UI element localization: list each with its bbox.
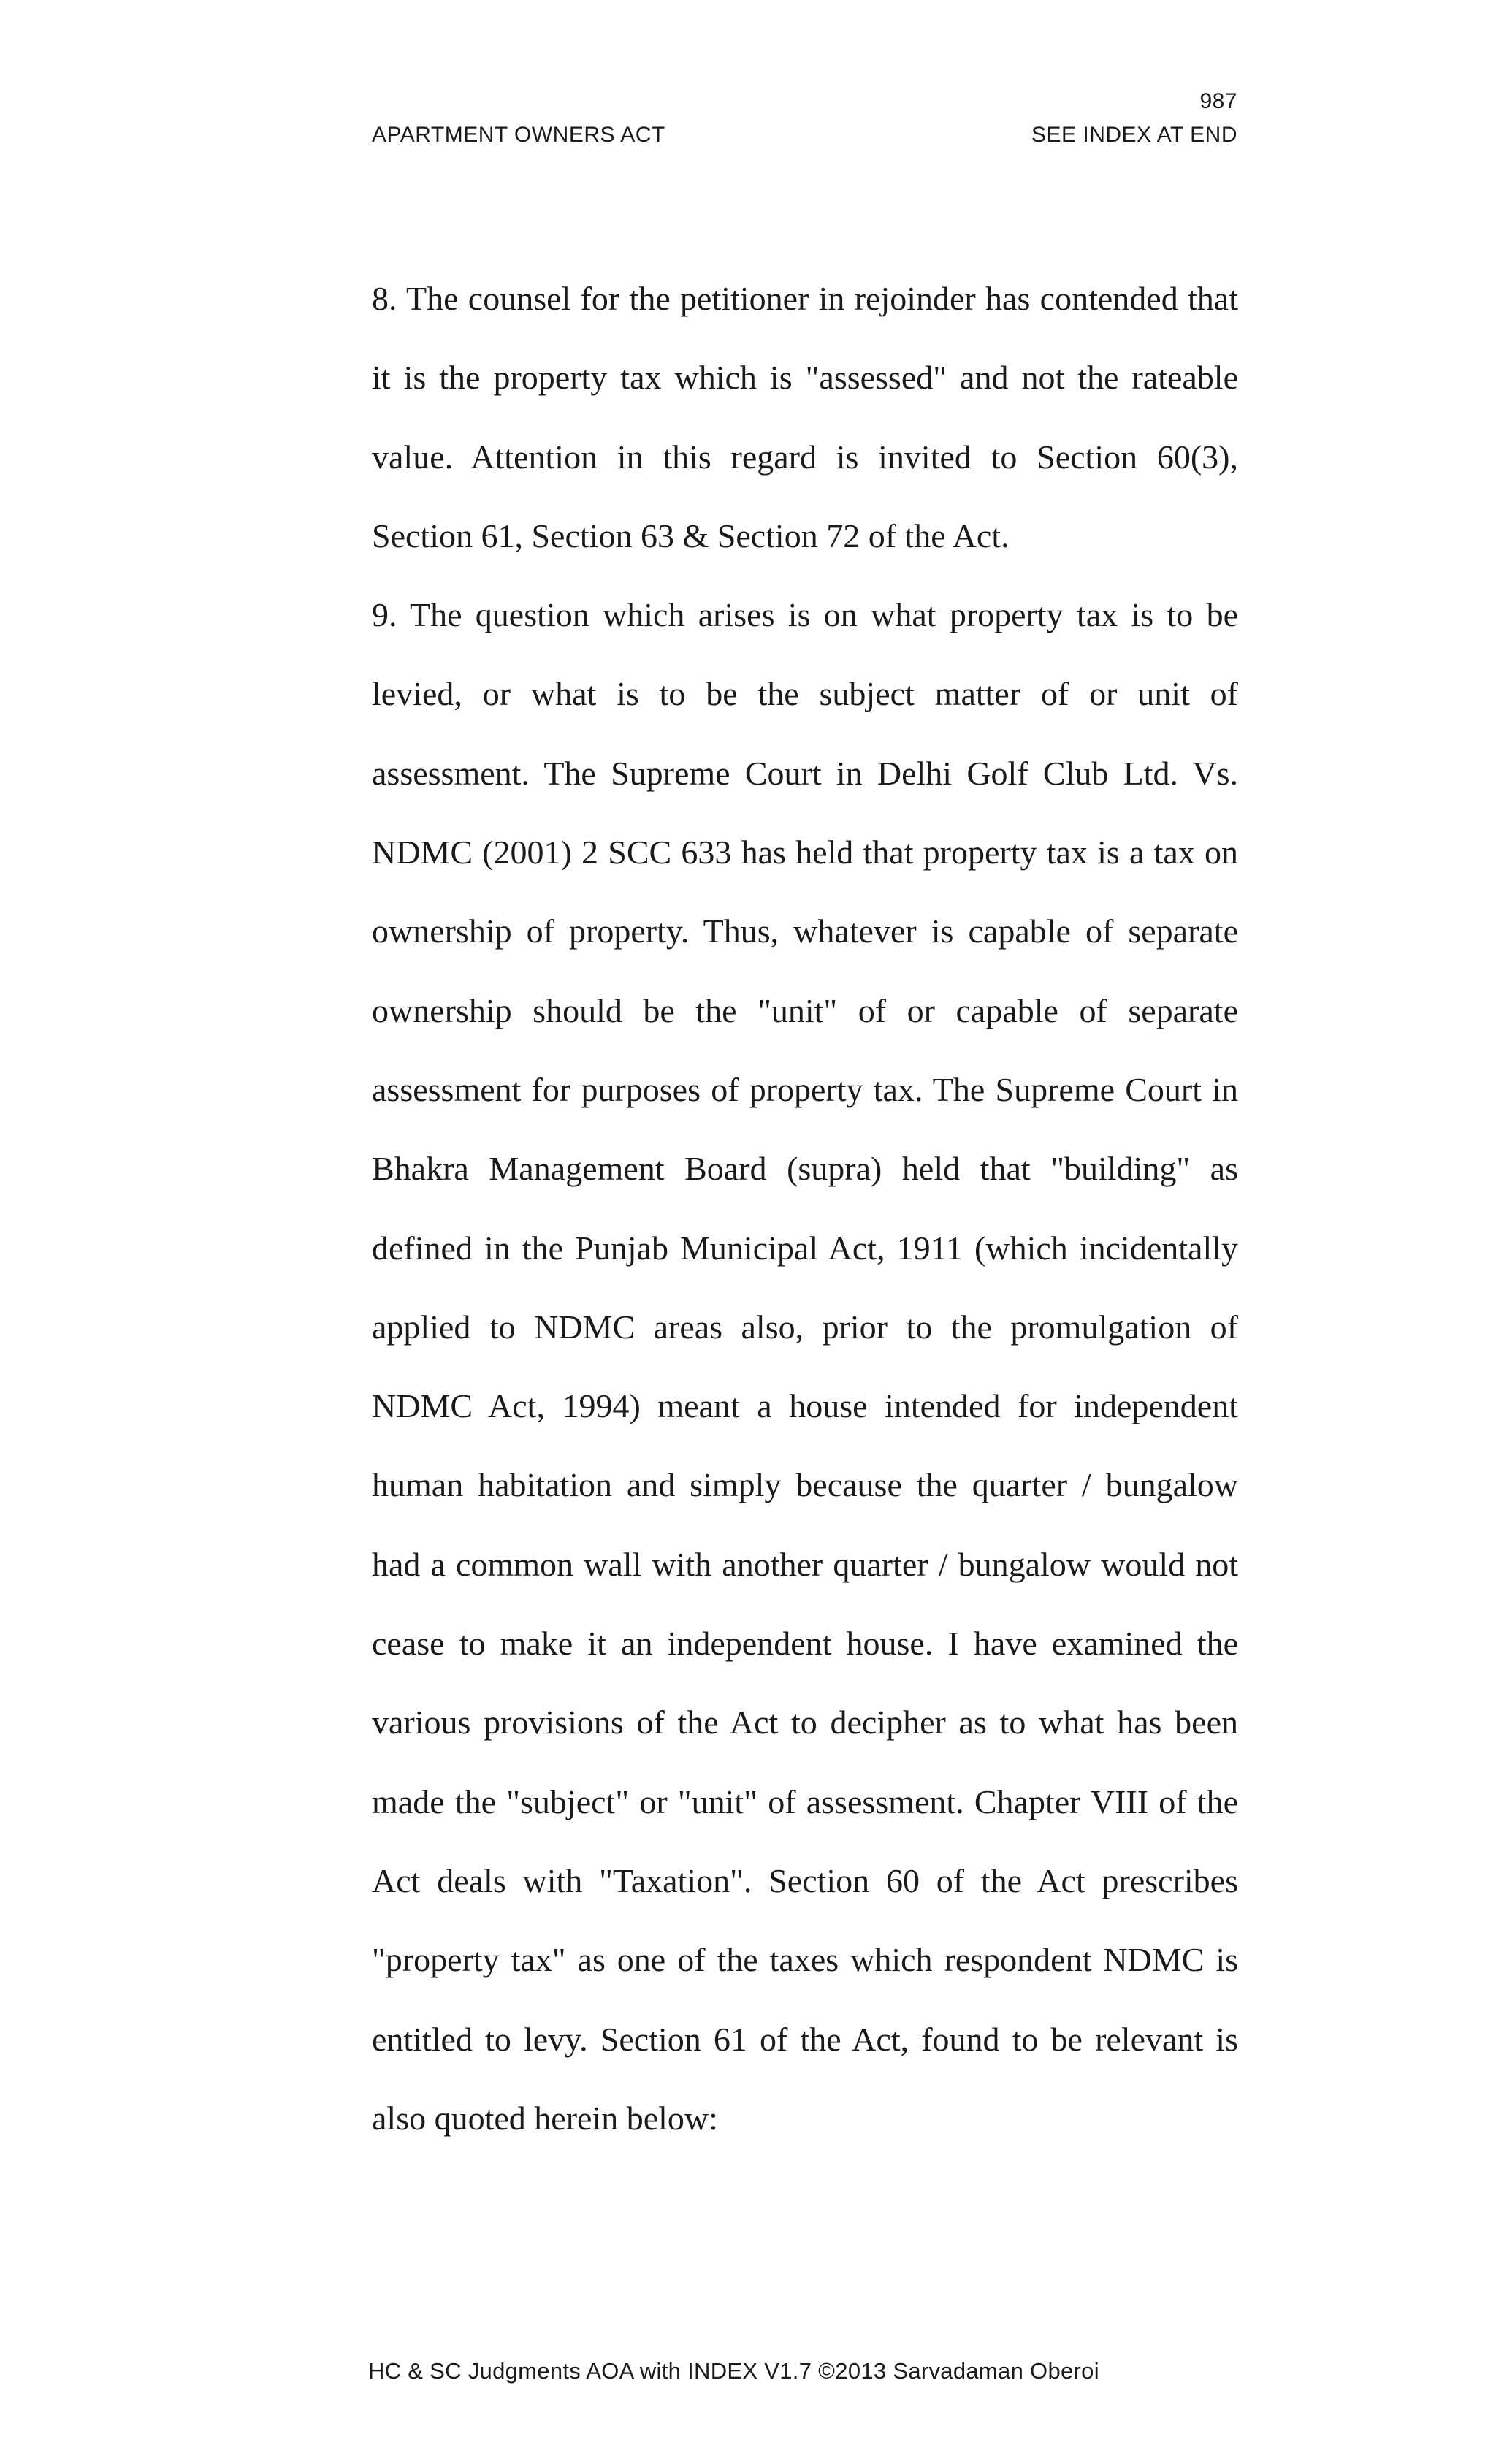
running-header-title: APARTMENT OWNERS ACT (372, 123, 665, 147)
paragraph-9: 9. The question which arises is on what property tax is to be levied, or what is to be the subject matter of or unit of assessment. The Supreme Court in Delhi Golf Club Ltd. Vs. NDMC (2001) 2 SCC 633 has held that property tax is a tax on ownership of property. Thus, whatever is capable of separate ownership should be the "unit" of or capable of separate assessment for purposes of property tax. The Supreme Court in Bhakra Management Board (supra) held that "building" as defined in the Punjab Municipal Act, 1911 (which incidentally applied to NDMC areas also, prior to the promulgation of NDMC Act, 1994) meant a house intended for independent human habitation and simply because the quarter / bungalow had a common wall with another quarter / bungalow would not cease to make it an independent house. I have examined the various provisions of the Act to decipher as to what has been made the "subject" or "unit" of assessment. Chapter VIII of the Act deals with "Taxation". Section 60 of the Act prescribes "property tax" as one of the taxes which respondent NDMC is entitled to levy. Section 61 of the Act, found to be relevant is also quoted herein below: (372, 596, 1238, 2137)
document-body (372, 259, 1238, 2158)
page-number: 987 (1199, 89, 1237, 113)
page-footer: HC & SC Judgments AOA with INDEX V1.7 ©2013 Sarvadaman Oberoi (368, 2358, 1099, 2384)
paragraph-8: 8. The counsel for the petitioner in rejoinder has contended that it is the property tax which is "assessed" and not the rateable value. Attention in this regard is invited to Section 60(3), Section 61, Section 63 & Section 72 of the Act. (372, 280, 1238, 554)
running-header-index-note: SEE INDEX AT END (1031, 123, 1237, 147)
